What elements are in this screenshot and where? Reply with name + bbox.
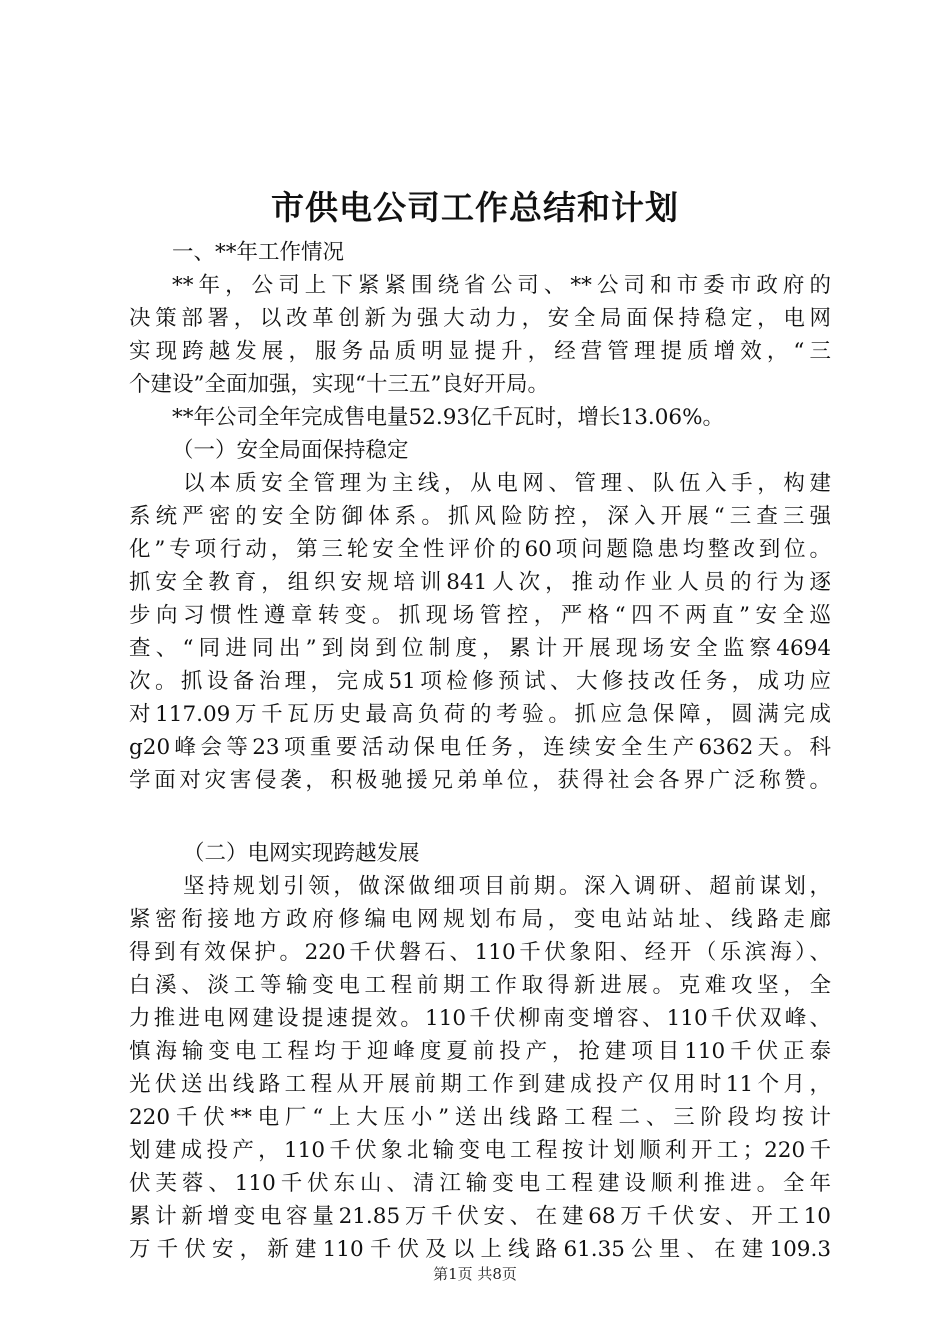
body-line: 220千伏**电厂“上大压小”送出线路工程二、三阶段均按计 bbox=[129, 1105, 831, 1130]
body-line: 累计新增变电容量21.85万千伏安、在建68万千伏安、开工10 bbox=[129, 1204, 831, 1229]
document-title: 市供电公司工作总结和计划 bbox=[271, 188, 679, 227]
body-line: 光伏送出线路工程从开展前期工作到建成投产仅用时11个月， bbox=[129, 1072, 831, 1097]
page-number: 第1页 共8页 bbox=[433, 1265, 517, 1283]
body-line: 决策部署，以改革创新为强大动力，安全局面保持稳定，电网 bbox=[129, 306, 831, 331]
document-body bbox=[129, 236, 831, 1266]
body-line: 学面对灾害侵袭，积极驰援兄弟单位，获得社会各界广泛称赞。 bbox=[129, 768, 831, 793]
subsection-heading: （二）电网实现跨越发展 bbox=[183, 841, 420, 866]
section-heading: 一、**年工作情况 bbox=[172, 240, 345, 265]
body-line: 白溪、淡工等输变电工程前期工作取得新进展。克难攻坚，全 bbox=[129, 973, 831, 998]
body-line: 力推进电网建设提速提效。110千伏柳南变增容、110千伏双峰、 bbox=[129, 1006, 831, 1031]
body-line: 坚持规划引领，做深做细项目前期。深入调研、超前谋划， bbox=[183, 874, 831, 899]
body-line: 系统严密的安全防御体系。抓风险防控，深入开展“三查三强 bbox=[129, 504, 831, 529]
body-line: 个建设”全面加强，实现“十三五”良好开局。 bbox=[129, 372, 549, 397]
body-line: 对117.09万千瓦历史最高负荷的考验。抓应急保障，圆满完成 bbox=[129, 702, 831, 727]
paragraph-gap bbox=[129, 797, 831, 837]
body-line: 查、“同进同出”到岗到位制度，累计开展现场安全监察4694 bbox=[129, 636, 831, 661]
body-line: 得到有效保护。220千伏磐石、110千伏象阳、经开（乐滨海）、 bbox=[129, 940, 831, 965]
body-line: 伏芙蓉、110千伏东山、清江输变电工程建设顺利推进。全年 bbox=[129, 1171, 831, 1196]
body-line: 万千伏安，新建110千伏及以上线路61.35公里、在建109.3 bbox=[129, 1237, 831, 1262]
body-line: 实现跨越发展，服务品质明显提升，经营管理提质增效，“三 bbox=[129, 339, 831, 364]
body-line: **年，公司上下紧紧围绕省公司、**公司和市委市政府的 bbox=[172, 273, 831, 298]
body-line: 以本质安全管理为主线，从电网、管理、队伍入手，构建 bbox=[183, 471, 831, 496]
body-line: 紧密衔接地方政府修编电网规划布局，变电站站址、线路走廊 bbox=[129, 907, 831, 932]
body-line: 慎海输变电工程均于迎峰度夏前投产，抢建项目110千伏正泰 bbox=[129, 1039, 831, 1064]
body-line: 化”专项行动，第三轮安全性评价的60项问题隐患均整改到位。 bbox=[129, 537, 831, 562]
body-line: **年公司全年完成售电量52.93亿千瓦时，增长13.06%。 bbox=[172, 405, 725, 430]
body-line: 次。抓设备治理，完成51项检修预试、大修技改任务，成功应 bbox=[129, 669, 831, 694]
body-line: 步向习惯性遵章转变。抓现场管控，严格“四不两直”安全巡 bbox=[129, 603, 831, 628]
subsection-heading: （一）安全局面保持稳定 bbox=[172, 438, 409, 463]
body-line: g20峰会等23项重要活动保电任务，连续安全生产6362天。科 bbox=[129, 735, 831, 760]
body-line: 抓安全教育，组织安规培训841人次，推动作业人员的行为逐 bbox=[129, 570, 831, 595]
body-line: 划建成投产，110千伏象北输变电工程按计划顺利开工；220千 bbox=[129, 1138, 831, 1163]
